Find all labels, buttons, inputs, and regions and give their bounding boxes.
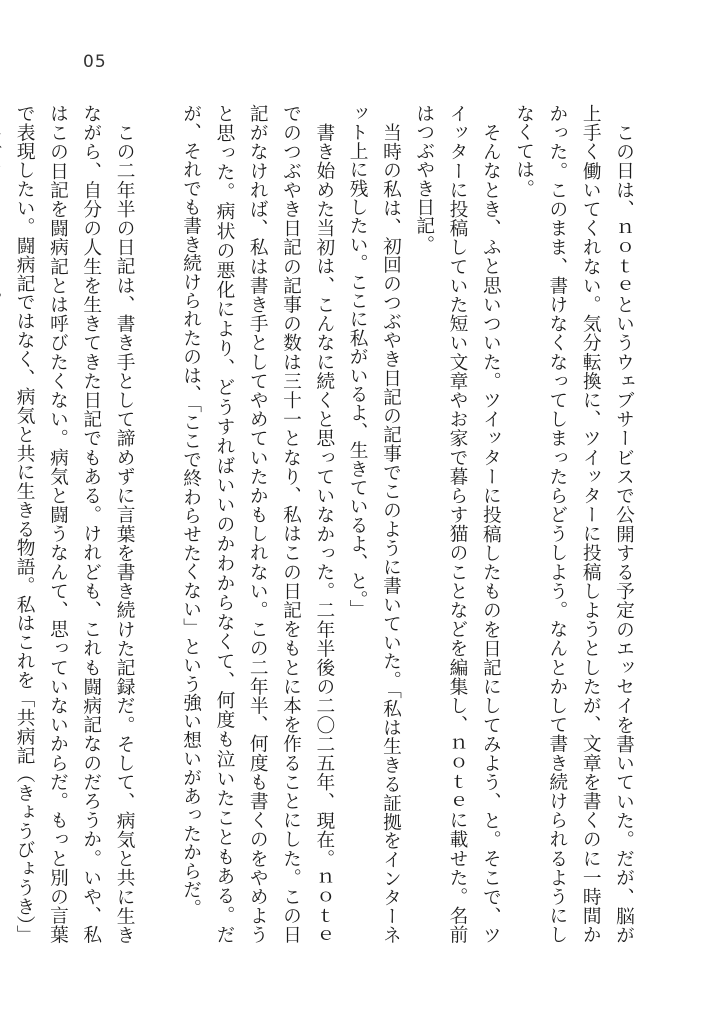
body-text	[13, 104, 640, 944]
paragraph-2: そんなとき、ふと思いついた。ツイッターに投稿したものを日記にしてみよう、と。そこで、ツイッターに投稿していた短い文章やお家で暮らす猫のことなどを編集し、ｎｏｔｅに載せた。名前はつぶやき日記。	[413, 104, 501, 944]
paragraph-1: この日は、ｎｏｔｅというウェブサービスで公開する予定のエッセイを書いていた。だが、脳が上手く働いてくれない。気分転換に、ツイッターに投稿しようとしたが、文章を書くのに一時間かかった。このまま、書けなくなってしまったらどうしよう。なんとかして書き続けられるようにしなくては。	[513, 104, 634, 944]
page-number: 05	[83, 52, 107, 72]
paragraph-3: 当時の私は、初回のつぶやき日記の記事でこのように書いていた。「私は生きる証拠をインターネット上に残したい。ここに私がいるよ、生きているよ、と。」	[346, 104, 401, 944]
paragraph-4: 書き始めた当初は、こんなに続くと思っていなかった。二年半後の二〇二五年、現在。ｎｏｔｅでのつぶやき日記の記事の数は三十一となり、私はこの日記をもとに本を作ることにした。この日記がなければ、私は書き手としてやめていたかもしれない。この二年半、何度も書くのをやめようと思った。病状の悪化により、どうすればいいのかわからなくて、何度も泣いたこともある。だが、それでも書き続けられたのは、「ここで終わらせたくない」という強い想いがあったからだ。	[180, 104, 335, 944]
blank-line-divider	[141, 104, 174, 944]
paragraph-5: この二年半の日記は、書き手として諦めずに言葉を書き続けた記録だ。そして、病気と共に生きながら、自分の人生を生きてきた日記でもある。けれども、これも闘病記なのだろうか。いや、私はこの日記を闘病記とは呼びたくない。病気と闘うなんて、思っていないからだ。もっと別の言葉で表現したい。闘病記ではなく、病気と共に生きる物語。私はこれを「共病記（きょうびょうき）」	[13, 104, 135, 944]
